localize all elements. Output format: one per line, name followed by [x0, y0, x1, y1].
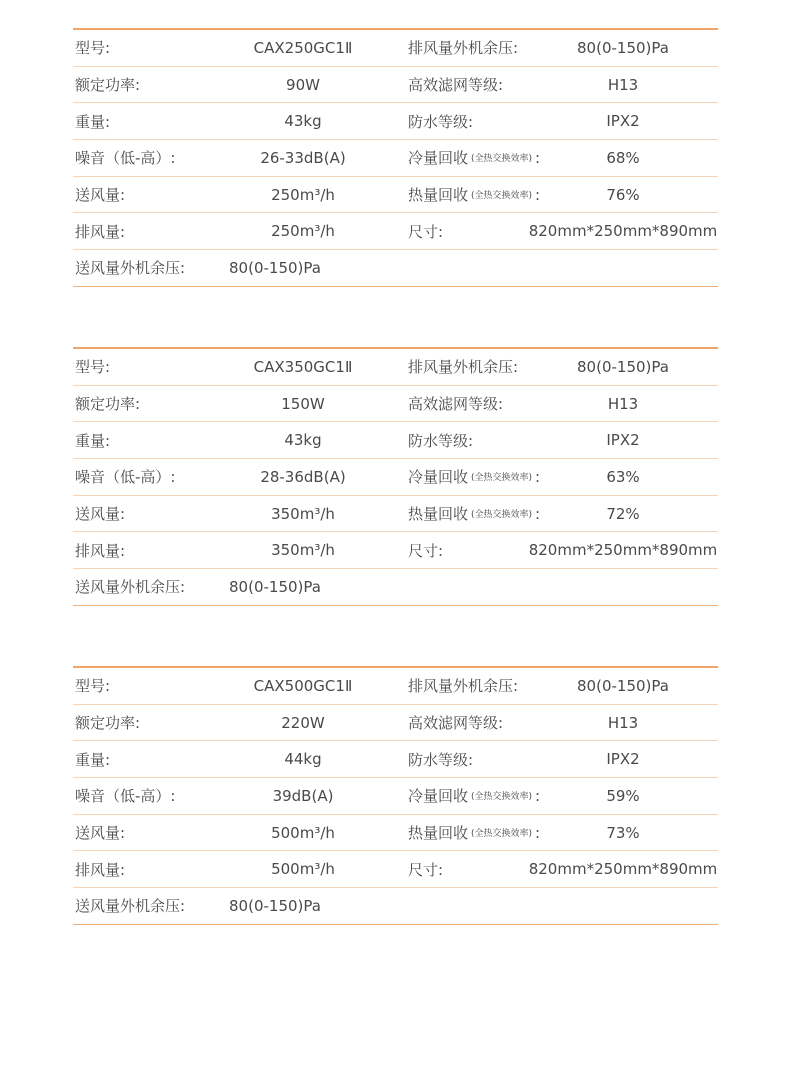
weight-value: 43kg — [284, 431, 322, 450]
size-label: 尺寸: — [408, 541, 444, 560]
size-label: 尺寸: — [408, 222, 444, 241]
heat-recovery-note: (全热交换效率) — [471, 510, 533, 521]
table-row — [73, 705, 718, 742]
noise-value: 26-33dB(A) — [260, 148, 346, 167]
exhaust-air-value: 350m³/h — [271, 541, 335, 560]
colon: : — [535, 185, 541, 204]
waterproof-value: IPX2 — [606, 750, 640, 769]
model-label: 型号: — [75, 358, 111, 377]
table-row — [73, 422, 718, 459]
supply-pressure-value: 80(0-150)Pa — [229, 577, 321, 596]
filter-label: 高效滤网等级: — [408, 714, 504, 733]
heat-recovery-value: 76% — [606, 185, 640, 204]
filter-value: H13 — [607, 394, 639, 413]
exhaust-pressure-label: 排风量外机余压: — [408, 677, 519, 696]
filter-value: H13 — [607, 713, 639, 732]
table-row — [73, 668, 718, 705]
spec-table-3 — [73, 666, 718, 925]
exhaust-pressure-label: 排风量外机余压: — [408, 39, 519, 58]
supply-air-label: 送风量: — [75, 505, 126, 524]
supply-air-value: 350m³/h — [271, 504, 335, 523]
heat-recovery-label: 热量回收 — [408, 505, 469, 524]
exhaust-pressure-value: 80(0-150)Pa — [577, 38, 669, 57]
power-label: 额定功率: — [75, 714, 141, 733]
size-value: 820mm*250mm*890mm — [528, 860, 718, 879]
cold-recovery-value: 59% — [606, 786, 640, 805]
supply-pressure-value: 80(0-150)Pa — [229, 258, 321, 277]
table-row — [73, 140, 718, 177]
filter-label: 高效滤网等级: — [408, 395, 504, 414]
heat-recovery-note: (全热交换效率) — [471, 191, 533, 202]
table-row — [73, 532, 718, 569]
model-label: 型号: — [75, 677, 111, 696]
cold-recovery-label-group — [408, 140, 540, 176]
colon: : — [535, 467, 541, 486]
supply-pressure-label: 送风量外机余压: — [75, 897, 186, 916]
power-label: 额定功率: — [75, 395, 141, 414]
cold-recovery-note: (全热交换效率) — [471, 154, 533, 165]
cold-recovery-label-group — [408, 778, 540, 814]
spec-table-1 — [73, 28, 718, 287]
colon: : — [535, 823, 541, 842]
model-value: CAX500GC1Ⅱ — [253, 676, 353, 695]
supply-air-label: 送风量: — [75, 186, 126, 205]
heat-recovery-note: (全热交换效率) — [471, 829, 533, 840]
cold-recovery-label-group — [408, 459, 540, 495]
waterproof-value: IPX2 — [606, 431, 640, 450]
size-label: 尺寸: — [408, 860, 444, 879]
heat-recovery-value: 73% — [606, 823, 640, 842]
heat-recovery-label: 热量回收 — [408, 186, 469, 205]
table-row — [73, 30, 718, 67]
supply-pressure-label: 送风量外机余压: — [75, 259, 186, 278]
size-value: 820mm*250mm*890mm — [528, 222, 718, 241]
supply-air-label: 送风量: — [75, 824, 126, 843]
heat-recovery-value: 72% — [606, 504, 640, 523]
exhaust-air-value: 250m³/h — [271, 222, 335, 241]
exhaust-pressure-value: 80(0-150)Pa — [577, 357, 669, 376]
supply-air-value: 250m³/h — [271, 185, 335, 204]
heat-recovery-label-group — [408, 496, 540, 532]
cold-recovery-label: 冷量回收 — [408, 468, 469, 487]
cold-recovery-label: 冷量回收 — [408, 149, 469, 168]
exhaust-air-label: 排风量: — [75, 222, 126, 241]
cold-recovery-value: 68% — [606, 148, 640, 167]
supply-pressure-value: 80(0-150)Pa — [229, 896, 321, 915]
size-value: 820mm*250mm*890mm — [528, 541, 718, 560]
filter-value: H13 — [607, 75, 639, 94]
supply-pressure-label: 送风量外机余压: — [75, 578, 186, 597]
waterproof-value: IPX2 — [606, 112, 640, 131]
table-row — [73, 177, 718, 214]
power-value: 90W — [286, 75, 320, 94]
model-label: 型号: — [75, 39, 111, 58]
waterproof-label: 防水等级: — [408, 431, 474, 450]
table-row — [73, 459, 718, 496]
table-row — [73, 496, 718, 533]
weight-label: 重量: — [75, 431, 111, 450]
table-row — [73, 569, 718, 606]
table-row — [73, 888, 718, 925]
table-row — [73, 250, 718, 287]
table-row — [73, 103, 718, 140]
noise-label: 噪音（低-高）: — [75, 149, 176, 168]
heat-recovery-label-group — [408, 815, 540, 851]
power-value: 150W — [281, 394, 325, 413]
table-row — [73, 741, 718, 778]
exhaust-air-label: 排风量: — [75, 860, 126, 879]
colon: : — [535, 148, 541, 167]
table-row — [73, 851, 718, 888]
cold-recovery-value: 63% — [606, 467, 640, 486]
noise-label: 噪音（低-高）: — [75, 468, 176, 487]
table-row — [73, 815, 718, 852]
noise-label: 噪音（低-高）: — [75, 787, 176, 806]
weight-label: 重量: — [75, 112, 111, 131]
exhaust-pressure-value: 80(0-150)Pa — [577, 676, 669, 695]
table-row — [73, 67, 718, 104]
cold-recovery-note: (全热交换效率) — [471, 792, 533, 803]
colon: : — [535, 504, 541, 523]
weight-value: 44kg — [284, 750, 322, 769]
table-row — [73, 349, 718, 386]
noise-value: 28-36dB(A) — [260, 467, 346, 486]
table-row — [73, 213, 718, 250]
weight-value: 43kg — [284, 112, 322, 131]
exhaust-air-label: 排风量: — [75, 541, 126, 560]
colon: : — [535, 786, 541, 805]
exhaust-pressure-label: 排风量外机余压: — [408, 358, 519, 377]
model-value: CAX250GC1Ⅱ — [253, 38, 353, 57]
cold-recovery-note: (全热交换效率) — [471, 473, 533, 484]
supply-air-value: 500m³/h — [271, 823, 335, 842]
waterproof-label: 防水等级: — [408, 750, 474, 769]
model-value: CAX350GC1Ⅱ — [253, 357, 353, 376]
heat-recovery-label: 热量回收 — [408, 824, 469, 843]
power-label: 额定功率: — [75, 76, 141, 95]
noise-value: 39dB(A) — [272, 786, 334, 805]
exhaust-air-value: 500m³/h — [271, 860, 335, 879]
weight-label: 重量: — [75, 750, 111, 769]
table-row — [73, 386, 718, 423]
filter-label: 高效滤网等级: — [408, 76, 504, 95]
heat-recovery-label-group — [408, 177, 540, 213]
power-value: 220W — [281, 713, 325, 732]
table-row — [73, 778, 718, 815]
waterproof-label: 防水等级: — [408, 112, 474, 131]
spec-table-2 — [73, 347, 718, 606]
cold-recovery-label: 冷量回收 — [408, 787, 469, 806]
